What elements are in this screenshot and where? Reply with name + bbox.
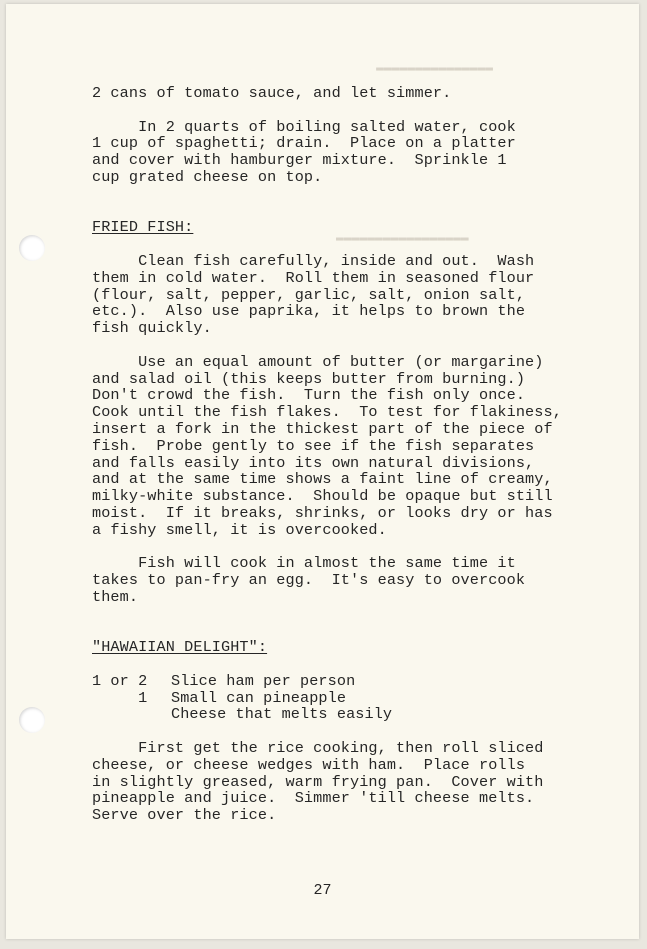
text-line: and falls easily into its own natural divisions, [92,453,535,472]
text-line: Fish will cook in almost the same time it [92,554,516,573]
show-through-heading: ▬▬▬▬▬▬▬▬▬▬▬▬▬▬▬ [376,60,494,75]
text-line: pineapple and juice. Simmer 'till cheese melts. [92,789,535,808]
text-line: milky-white substance. Should be opaque but still [92,487,553,506]
hawaiian-delight-paragraph [92,740,622,824]
text-line: etc.). Also use paprika, it helps to brown the [92,302,526,321]
page-number: 27 [313,882,332,899]
text-line: them. [92,587,139,606]
ingredient-item: Small can pineapple [171,688,347,707]
text-line: First get the rice cooking, then roll sliced [92,739,544,758]
recipe-text [92,85,622,824]
text-line: Clean fish carefully, inside and out. Wash [92,251,535,270]
fried-fish-paragraph-2 [92,354,622,539]
text-line: 1 cup of spaghetti; drain. Place on a platter [92,134,516,153]
ingredient-qty [92,706,171,723]
ingredient-qty: 1 or 2 [92,671,148,690]
text-line: in slightly greased, warm frying pan. Cover with [92,772,544,791]
text-line: Don't crowd the fish. Turn the fish only once. [92,386,526,405]
text-line: cheese, or cheese wedges with ham. Place rolls [92,755,526,774]
ingredient-row [92,706,622,723]
top-paragraph-1 [92,85,622,102]
top-paragraph-2 [92,119,622,186]
ingredient-row [92,690,622,707]
binder-hole-top [19,235,45,261]
text-line: Serve over the rice. [92,806,277,825]
ingredient-qty: 1 [92,688,148,707]
ingredient-item: Cheese that melts easily [171,705,393,724]
text-line: (flour, salt, pepper, garlic, salt, onion salt, [92,285,526,304]
text-line: a fishy smell, it is overcooked. [92,520,387,539]
fried-fish-paragraph-1 [92,253,622,337]
text-line: insert a fork in the thickest part of the piece of [92,419,553,438]
text-line: and salad oil (this keeps butter from burning.) [92,369,526,388]
text-line: 2 cans of tomato sauce, and let simmer. [92,84,452,102]
fried-fish-paragraph-3 [92,555,622,605]
document-page [6,4,639,939]
text-line: them in cold water. Roll them in seasoned flour [92,268,535,287]
text-line: Use an equal amount of butter (or margarine) [92,352,544,371]
hawaiian-delight-heading: "HAWAIIAN DELIGHT": [92,638,268,657]
binder-hole-bottom [19,707,45,733]
text-line: takes to pan-fry an egg. It's easy to overcook [92,571,526,590]
text-line: fish. Probe gently to see if the fish separates [92,436,535,455]
text-line: moist. If it breaks, shrinks, or looks dry or has [92,503,553,522]
text-line: Cook until the fish flakes. To test for flakiness, [92,403,562,422]
text-line: and at the same time shows a faint line of creamy, [92,470,553,489]
ingredient-item: Slice ham per person [171,671,356,690]
ingredient-row [92,673,622,690]
ingredient-list [92,673,622,723]
fried-fish-heading: FRIED FISH: [92,218,194,237]
show-through-heading-2: ▬▬▬▬▬▬▬▬▬▬▬▬▬▬▬▬▬ [336,230,469,245]
text-line: In 2 quarts of boiling salted water, cook [92,117,516,136]
text-line: and cover with hamburger mixture. Sprinkle 1 [92,151,507,170]
text-line: fish quickly. [92,319,212,338]
text-line: cup grated cheese on top. [92,167,323,186]
